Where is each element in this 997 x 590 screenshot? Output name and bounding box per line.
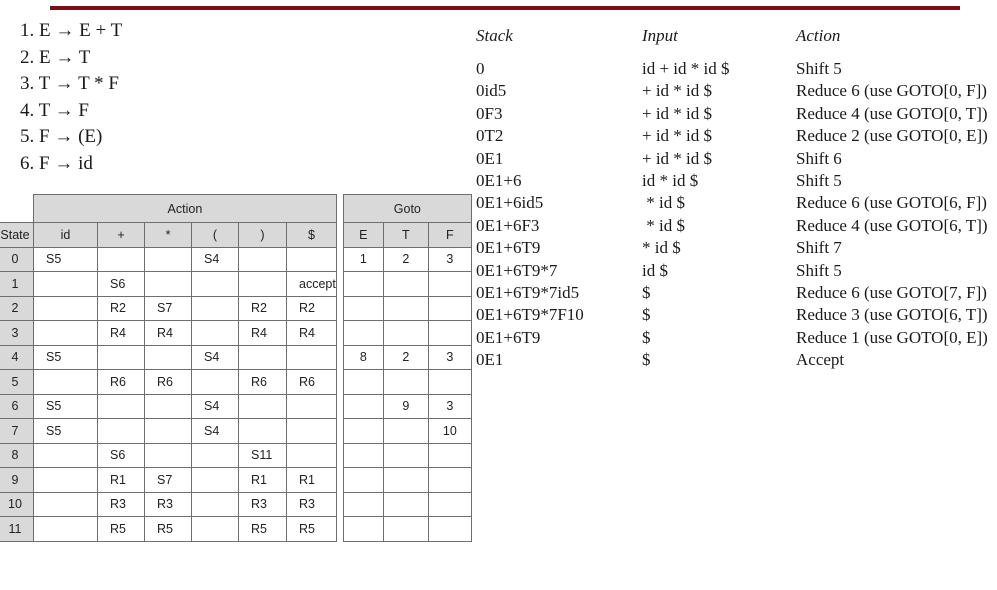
action-cell: R5: [145, 517, 192, 542]
action-cell: [98, 247, 145, 272]
trace-input: $: [642, 327, 651, 347]
action-cell: [145, 272, 192, 297]
trace-input: + id * id $: [642, 148, 713, 168]
column-separator: [336, 223, 343, 248]
trace-action: Reduce 6 (use GOTO[6, F]): [796, 193, 987, 213]
trace-input: + id * id $: [642, 126, 713, 146]
action-cell: R5: [98, 517, 145, 542]
action-cell: [34, 296, 98, 321]
action-cell: R4: [239, 321, 287, 346]
action-cell: [239, 247, 287, 272]
column-header-state: State: [0, 223, 34, 248]
action-cell: S6: [98, 272, 145, 297]
trace-stack: 0E1+6T9: [476, 327, 541, 347]
goto-cell: 3: [428, 345, 471, 370]
trace-input: + id * id $: [642, 81, 713, 101]
action-cell: R4: [287, 321, 337, 346]
state-cell: 9: [0, 468, 34, 493]
grammar-rule: 3. T → T * F: [20, 73, 119, 94]
trace-input: $: [642, 350, 651, 370]
trace-action: Reduce 4 (use GOTO[0, T]): [796, 103, 988, 123]
goto-cell: [428, 272, 471, 297]
goto-cell: [428, 370, 471, 395]
action-cell: R3: [145, 492, 192, 517]
trace-input: id $: [642, 260, 668, 280]
goto-cell: 3: [428, 394, 471, 419]
action-cell: [145, 443, 192, 468]
table-row: [0, 419, 471, 444]
action-cell: S4: [192, 419, 239, 444]
trace-stack: 0E1: [476, 350, 504, 370]
grammar-rules: [20, 18, 122, 177]
table-row: [0, 492, 471, 517]
trace-stack: 0E1+6: [476, 170, 522, 190]
action-cell: R5: [287, 517, 337, 542]
table-row: [0, 443, 471, 468]
title-accent-bar: [50, 6, 960, 10]
action-cell: R1: [98, 468, 145, 493]
column-header-id: id: [34, 223, 98, 248]
trace-header-action: Action: [796, 26, 841, 45]
action-cell: [145, 345, 192, 370]
action-cell: [192, 296, 239, 321]
action-cell: [34, 468, 98, 493]
goto-cell: [383, 321, 428, 346]
grammar-rule: 2. E → T: [20, 46, 91, 68]
goto-cell: [343, 296, 383, 321]
trace-stack: 0E1+6T9*7F10: [476, 305, 584, 325]
action-cell: S4: [192, 394, 239, 419]
action-cell: [192, 468, 239, 493]
trace-stack: 0E1+6T9: [476, 238, 541, 258]
state-cell: 10: [0, 492, 34, 517]
trace-input: * id $: [642, 193, 685, 213]
action-cell: [34, 272, 98, 297]
goto-cell: [383, 443, 428, 468]
goto-cell: 3: [428, 247, 471, 272]
action-cell: [192, 443, 239, 468]
state-cell: 4: [0, 345, 34, 370]
goto-cell: [343, 370, 383, 395]
trace-action: Reduce 2 (use GOTO[0, E]): [796, 126, 988, 146]
state-cell: 8: [0, 443, 34, 468]
action-cell: S5: [34, 345, 98, 370]
trace-input: $: [642, 305, 651, 325]
trace-action: Reduce 4 (use GOTO[6, T]): [796, 215, 988, 235]
action-cell: R2: [287, 296, 337, 321]
action-cell: [239, 394, 287, 419]
action-cell: [287, 247, 337, 272]
trace-input: + id * id $: [642, 103, 713, 123]
action-cell: R3: [98, 492, 145, 517]
action-cell: [287, 419, 337, 444]
grammar-rule: 6. F → id: [20, 152, 93, 174]
goto-cell: [383, 419, 428, 444]
action-cell: [98, 419, 145, 444]
goto-cell: 2: [383, 345, 428, 370]
goto-cell: 1: [343, 247, 383, 272]
state-cell: 2: [0, 296, 34, 321]
action-cell: [98, 394, 145, 419]
goto-cell: 10: [428, 419, 471, 444]
trace-stack: 0E1+6T9*7id5: [476, 282, 580, 302]
state-cell: 0: [0, 247, 34, 272]
table-row: [0, 345, 471, 370]
action-cell: S7: [145, 296, 192, 321]
column-header-e: E: [343, 223, 383, 248]
column-separator: [336, 296, 343, 321]
table-row: [0, 517, 471, 542]
trace-action: Shift 6: [796, 148, 842, 168]
table-row: [0, 468, 471, 493]
trace-action: Reduce 6 (use GOTO[0, F]): [796, 81, 987, 101]
grammar-rule: 5. F → (E): [20, 126, 103, 147]
column-header-plus: +: [98, 223, 145, 248]
goto-cell: 9: [383, 394, 428, 419]
action-cell: [192, 492, 239, 517]
column-separator: [336, 492, 343, 517]
goto-cell: [383, 492, 428, 517]
table-row: [0, 272, 471, 297]
action-cell: S7: [145, 468, 192, 493]
action-cell: [192, 370, 239, 395]
trace-header-stack: Stack: [476, 26, 513, 45]
column-separator: [336, 370, 343, 395]
action-cell: S4: [192, 247, 239, 272]
goto-cell: [343, 468, 383, 493]
goto-group-header: Goto: [343, 195, 471, 223]
goto-cell: [343, 443, 383, 468]
trace-stack: 0: [476, 59, 485, 78]
action-cell: [192, 272, 239, 297]
action-cell: accept: [287, 272, 337, 297]
goto-cell: [343, 419, 383, 444]
trace-input: id * id $: [642, 170, 699, 190]
column-separator: [336, 517, 343, 542]
action-cell: S11: [239, 443, 287, 468]
action-cell: [34, 443, 98, 468]
goto-cell: [428, 492, 471, 517]
trace-action: Shift 7: [796, 238, 842, 258]
trace-input: id + id * id $: [642, 59, 730, 78]
trace-stack: 0E1+6id5: [476, 193, 544, 213]
action-cell: R6: [145, 370, 192, 395]
state-cell: 5: [0, 370, 34, 395]
action-cell: [239, 345, 287, 370]
table-row: [0, 394, 471, 419]
column-separator: [336, 247, 343, 272]
action-cell: R6: [287, 370, 337, 395]
goto-cell: [428, 468, 471, 493]
trace-action: Reduce 1 (use GOTO[0, E]): [796, 327, 988, 347]
column-header-dollar: $: [287, 223, 337, 248]
goto-cell: [383, 272, 428, 297]
action-cell: R4: [145, 321, 192, 346]
action-cell: [287, 345, 337, 370]
table-corner: [0, 195, 34, 223]
action-cell: [145, 247, 192, 272]
column-header-f: F: [428, 223, 471, 248]
action-cell: R3: [239, 492, 287, 517]
action-cell: R1: [239, 468, 287, 493]
trace-stack: 0E1+6T9*7: [476, 260, 558, 280]
trace-action: Accept: [796, 350, 845, 370]
trace-action: Shift 5: [796, 260, 842, 280]
goto-cell: 8: [343, 345, 383, 370]
goto-cell: [383, 517, 428, 542]
state-cell: 3: [0, 321, 34, 346]
goto-cell: [428, 296, 471, 321]
action-cell: [239, 272, 287, 297]
action-cell: [287, 394, 337, 419]
trace-stack: 0E1+6F3: [476, 215, 540, 235]
table-row: [0, 321, 471, 346]
action-cell: R6: [98, 370, 145, 395]
action-cell: [98, 345, 145, 370]
trace-input: * id $: [642, 215, 685, 235]
action-cell: S6: [98, 443, 145, 468]
action-cell: [34, 492, 98, 517]
action-group-header: Action: [34, 195, 337, 223]
goto-cell: [343, 321, 383, 346]
goto-cell: 2: [383, 247, 428, 272]
action-cell: R1: [287, 468, 337, 493]
action-cell: [192, 517, 239, 542]
trace-stack: 0id5: [476, 81, 507, 101]
goto-cell: [383, 296, 428, 321]
trace-action: Reduce 3 (use GOTO[6, T]): [796, 305, 988, 325]
goto-cell: [343, 394, 383, 419]
action-cell: S4: [192, 345, 239, 370]
action-cell: [287, 443, 337, 468]
trace-stack: 0T2: [476, 126, 504, 146]
column-header-lparen: (: [192, 223, 239, 248]
grammar-rule: 1. E → E + T: [20, 20, 123, 41]
goto-cell: [428, 443, 471, 468]
goto-cell: [343, 517, 383, 542]
lr-parse-table: [0, 194, 472, 542]
goto-cell: [428, 517, 471, 542]
action-cell: [145, 394, 192, 419]
action-cell: [34, 517, 98, 542]
state-cell: 11: [0, 517, 34, 542]
column-header-rparen: ): [239, 223, 287, 248]
goto-cell: [428, 321, 471, 346]
action-cell: R4: [98, 321, 145, 346]
table-row: [0, 247, 471, 272]
column-header-star: *: [145, 223, 192, 248]
action-cell: [34, 370, 98, 395]
action-cell: S5: [34, 419, 98, 444]
trace-stack: 0E1: [476, 148, 504, 168]
trace-header-input: Input: [642, 26, 678, 45]
action-cell: R2: [239, 296, 287, 321]
grammar-rule: 4. T → F: [20, 99, 89, 121]
action-cell: R2: [98, 296, 145, 321]
action-cell: [145, 419, 192, 444]
goto-cell: [383, 468, 428, 493]
column-header-t: T: [383, 223, 428, 248]
action-cell: [192, 321, 239, 346]
action-cell: R3: [287, 492, 337, 517]
trace-input: $: [642, 282, 651, 302]
column-separator: [336, 419, 343, 444]
trace-action: Shift 5: [796, 59, 842, 78]
action-cell: S5: [34, 247, 98, 272]
goto-cell: [343, 272, 383, 297]
trace-action: Reduce 6 (use GOTO[7, F]): [796, 282, 987, 302]
action-cell: R6: [239, 370, 287, 395]
column-separator: [336, 272, 343, 297]
trace-input: * id $: [642, 238, 681, 258]
action-cell: [239, 419, 287, 444]
goto-cell: [343, 492, 383, 517]
column-separator: [336, 345, 343, 370]
column-separator: [336, 443, 343, 468]
action-cell: [34, 321, 98, 346]
state-cell: 7: [0, 419, 34, 444]
trace-stack: 0F3: [476, 103, 503, 123]
table-row: [0, 296, 471, 321]
goto-cell: [383, 370, 428, 395]
table-row: [0, 370, 471, 395]
column-separator: [336, 321, 343, 346]
column-separator: [336, 195, 343, 223]
column-separator: [336, 394, 343, 419]
action-cell: S5: [34, 394, 98, 419]
state-cell: 1: [0, 272, 34, 297]
state-cell: 6: [0, 394, 34, 419]
action-cell: R5: [239, 517, 287, 542]
column-separator: [336, 468, 343, 493]
trace-action: Shift 5: [796, 170, 842, 190]
